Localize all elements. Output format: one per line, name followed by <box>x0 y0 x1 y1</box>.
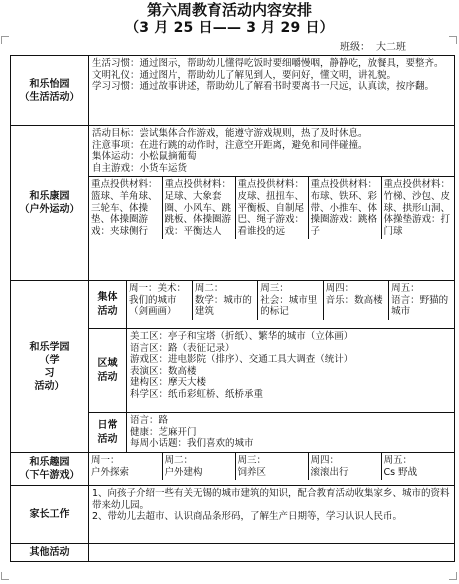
label-fun-line2: （下午游戏） <box>19 470 80 481</box>
label-learning <box>11 281 89 453</box>
label-learning-line1: 和乐学园 <box>29 341 70 353</box>
area-line: 科学区：纸币彩虹桥、纸桥承重 <box>130 388 264 400</box>
class-info <box>340 42 406 54</box>
life-line: 生活习惯：通过图示，帮助幼儿懂得吃饭时要细嚼慢咽，静静吃，放餐具，要整齐。 <box>92 58 444 69</box>
material-cell: 重点投供材料：布球、铁环、彩带、小推车、体操圈游戏：跳格子 <box>308 177 381 239</box>
label-fun-line1: 和乐趣园 <box>29 457 70 468</box>
life-line: 文明礼仪：通过图片，帮助幼儿了解见到人，要问好，懂文明，讲礼貌。 <box>92 69 397 81</box>
label-learning-line2: （学 <box>39 354 60 366</box>
parents-content <box>89 486 455 544</box>
day-cell-wed: 周三： 社会：城市里的标记 <box>258 281 323 320</box>
area-line: 语言区：路（表征记录） <box>130 342 235 354</box>
label-health <box>11 126 89 281</box>
label-learning-line4: 活动） <box>34 380 65 392</box>
group-activity-content <box>127 281 455 329</box>
row-life <box>11 56 455 126</box>
row-health <box>11 126 455 281</box>
material-cell: 重点投供材料：竹梯、沙包、皮球、拱形山洞、体操垫游戏：打门球 <box>381 177 454 239</box>
daily-line: 语言：路 <box>130 415 169 426</box>
class-value: 大二班 <box>376 42 406 53</box>
daily-activity-content <box>127 413 455 453</box>
corner-mark-top-right <box>449 36 457 44</box>
label-fun <box>11 453 89 486</box>
corner-mark-top-left <box>1 36 9 44</box>
day-cell-mon: 周一：美术： 我们的城市（剑画画） <box>129 283 187 318</box>
area-line: 建构区：摩天大楼 <box>130 377 207 389</box>
parents-line: 2、带幼儿去超市、认识商品条形码，了解生产日期等，学习认识人民币。 <box>92 511 403 523</box>
row-fun <box>11 453 455 486</box>
day-cell-fri: 周五： 语言：野猫的城市 <box>389 281 454 320</box>
daily-line: 健康：芝麻开门 <box>130 426 197 438</box>
row-learning-group <box>11 281 455 329</box>
label-area-activity: 区域 活动 <box>89 329 127 413</box>
label-life-line1: 和乐怡园 <box>29 78 70 90</box>
life-content <box>89 56 455 126</box>
day-cell-tue: 周二： 数学：城市的建筑 <box>192 281 257 320</box>
day-cell-thu: 周四： 音乐：数高楼 <box>323 281 388 320</box>
label-other: 其他活动 <box>11 544 89 562</box>
corner-mark-bottom-right <box>449 572 457 580</box>
fun-day-wed: 周三： 饲养区 <box>235 453 308 480</box>
label-group-activity: 集体 活动 <box>89 281 127 329</box>
material-cell: 重点投供材料：篮球、羊角球、三轮车、体操垫、体操圈游戏：夹球侧行 <box>91 179 158 237</box>
material-cell: 重点投供材料：足球、大象套圈、小风车、跳跳板、体操圈游戏：平衡达人 <box>162 177 235 239</box>
fun-day-fri: 周五： Cs 野战 <box>381 453 454 480</box>
label-learning-line3: 习 <box>44 367 55 379</box>
health-line: 活动目标：尝试集体合作游戏，能遵守游戏规则，热了及时休息。 <box>92 128 368 139</box>
label-parents: 家长工作 <box>11 486 89 544</box>
area-activity-content <box>127 329 455 413</box>
fun-day-mon: 周一： 户外探索 <box>91 455 130 478</box>
fun-content <box>89 453 455 486</box>
health-content <box>89 126 455 281</box>
fun-day-thu: 周四： 滚滚出行 <box>308 453 381 480</box>
row-other <box>11 544 455 562</box>
fun-day-tue: 周二： 户外建构 <box>162 453 235 480</box>
label-life <box>11 56 89 126</box>
area-line: 游戏区：进电影院（排序）、交通工具大调查（统计） <box>130 354 354 366</box>
class-label: 班级： <box>340 42 370 53</box>
row-parents <box>11 486 455 544</box>
date-range: （3 月 25 日—— 3 月 29 日） <box>125 20 334 36</box>
label-health-line2: （户外运动） <box>19 204 80 215</box>
health-line: 自主游戏：小货车运货 <box>92 162 188 174</box>
document-title: 第六周教育活动内容安排 <box>146 1 312 19</box>
health-materials <box>89 176 454 239</box>
other-content <box>89 544 455 562</box>
label-life-line2: （生活活动） <box>19 91 80 103</box>
parents-line: 1、向孩子介绍一些有关无锡的城市建筑的知识，配合教育活动收集家乡、城市的资料带来幼儿园。 <box>92 488 450 511</box>
material-cell: 重点投供材料：皮球、扭扭车、平衡板、自制尾巴、绳子游戏：看谁投的远 <box>235 177 308 239</box>
life-line: 学习习惯：通过故事讲述，帮助幼儿了解看书时要离书一尺远，认真读，按序翻。 <box>92 81 435 93</box>
health-text <box>89 126 454 176</box>
health-line: 注意事项：在进行跳的动作时，注意空开距离，避免和同伴碰撞。 <box>92 139 368 151</box>
schedule-table <box>10 55 455 562</box>
label-health-line1: 和乐康园 <box>29 191 70 202</box>
daily-line: 每周小话题：我们喜欢的城市 <box>130 438 254 450</box>
health-line: 集体运动：小松鼠摘葡萄 <box>92 151 197 163</box>
area-line: 美工区：亭子和宝塔（折纸）、繁华的城市（立体画） <box>130 331 354 342</box>
area-line: 表演区：数高楼 <box>130 365 197 377</box>
fun-days <box>89 453 454 480</box>
label-daily-activity: 日常 活动 <box>89 413 127 453</box>
corner-mark-bottom-left <box>1 572 9 580</box>
group-activity-days <box>127 281 454 320</box>
